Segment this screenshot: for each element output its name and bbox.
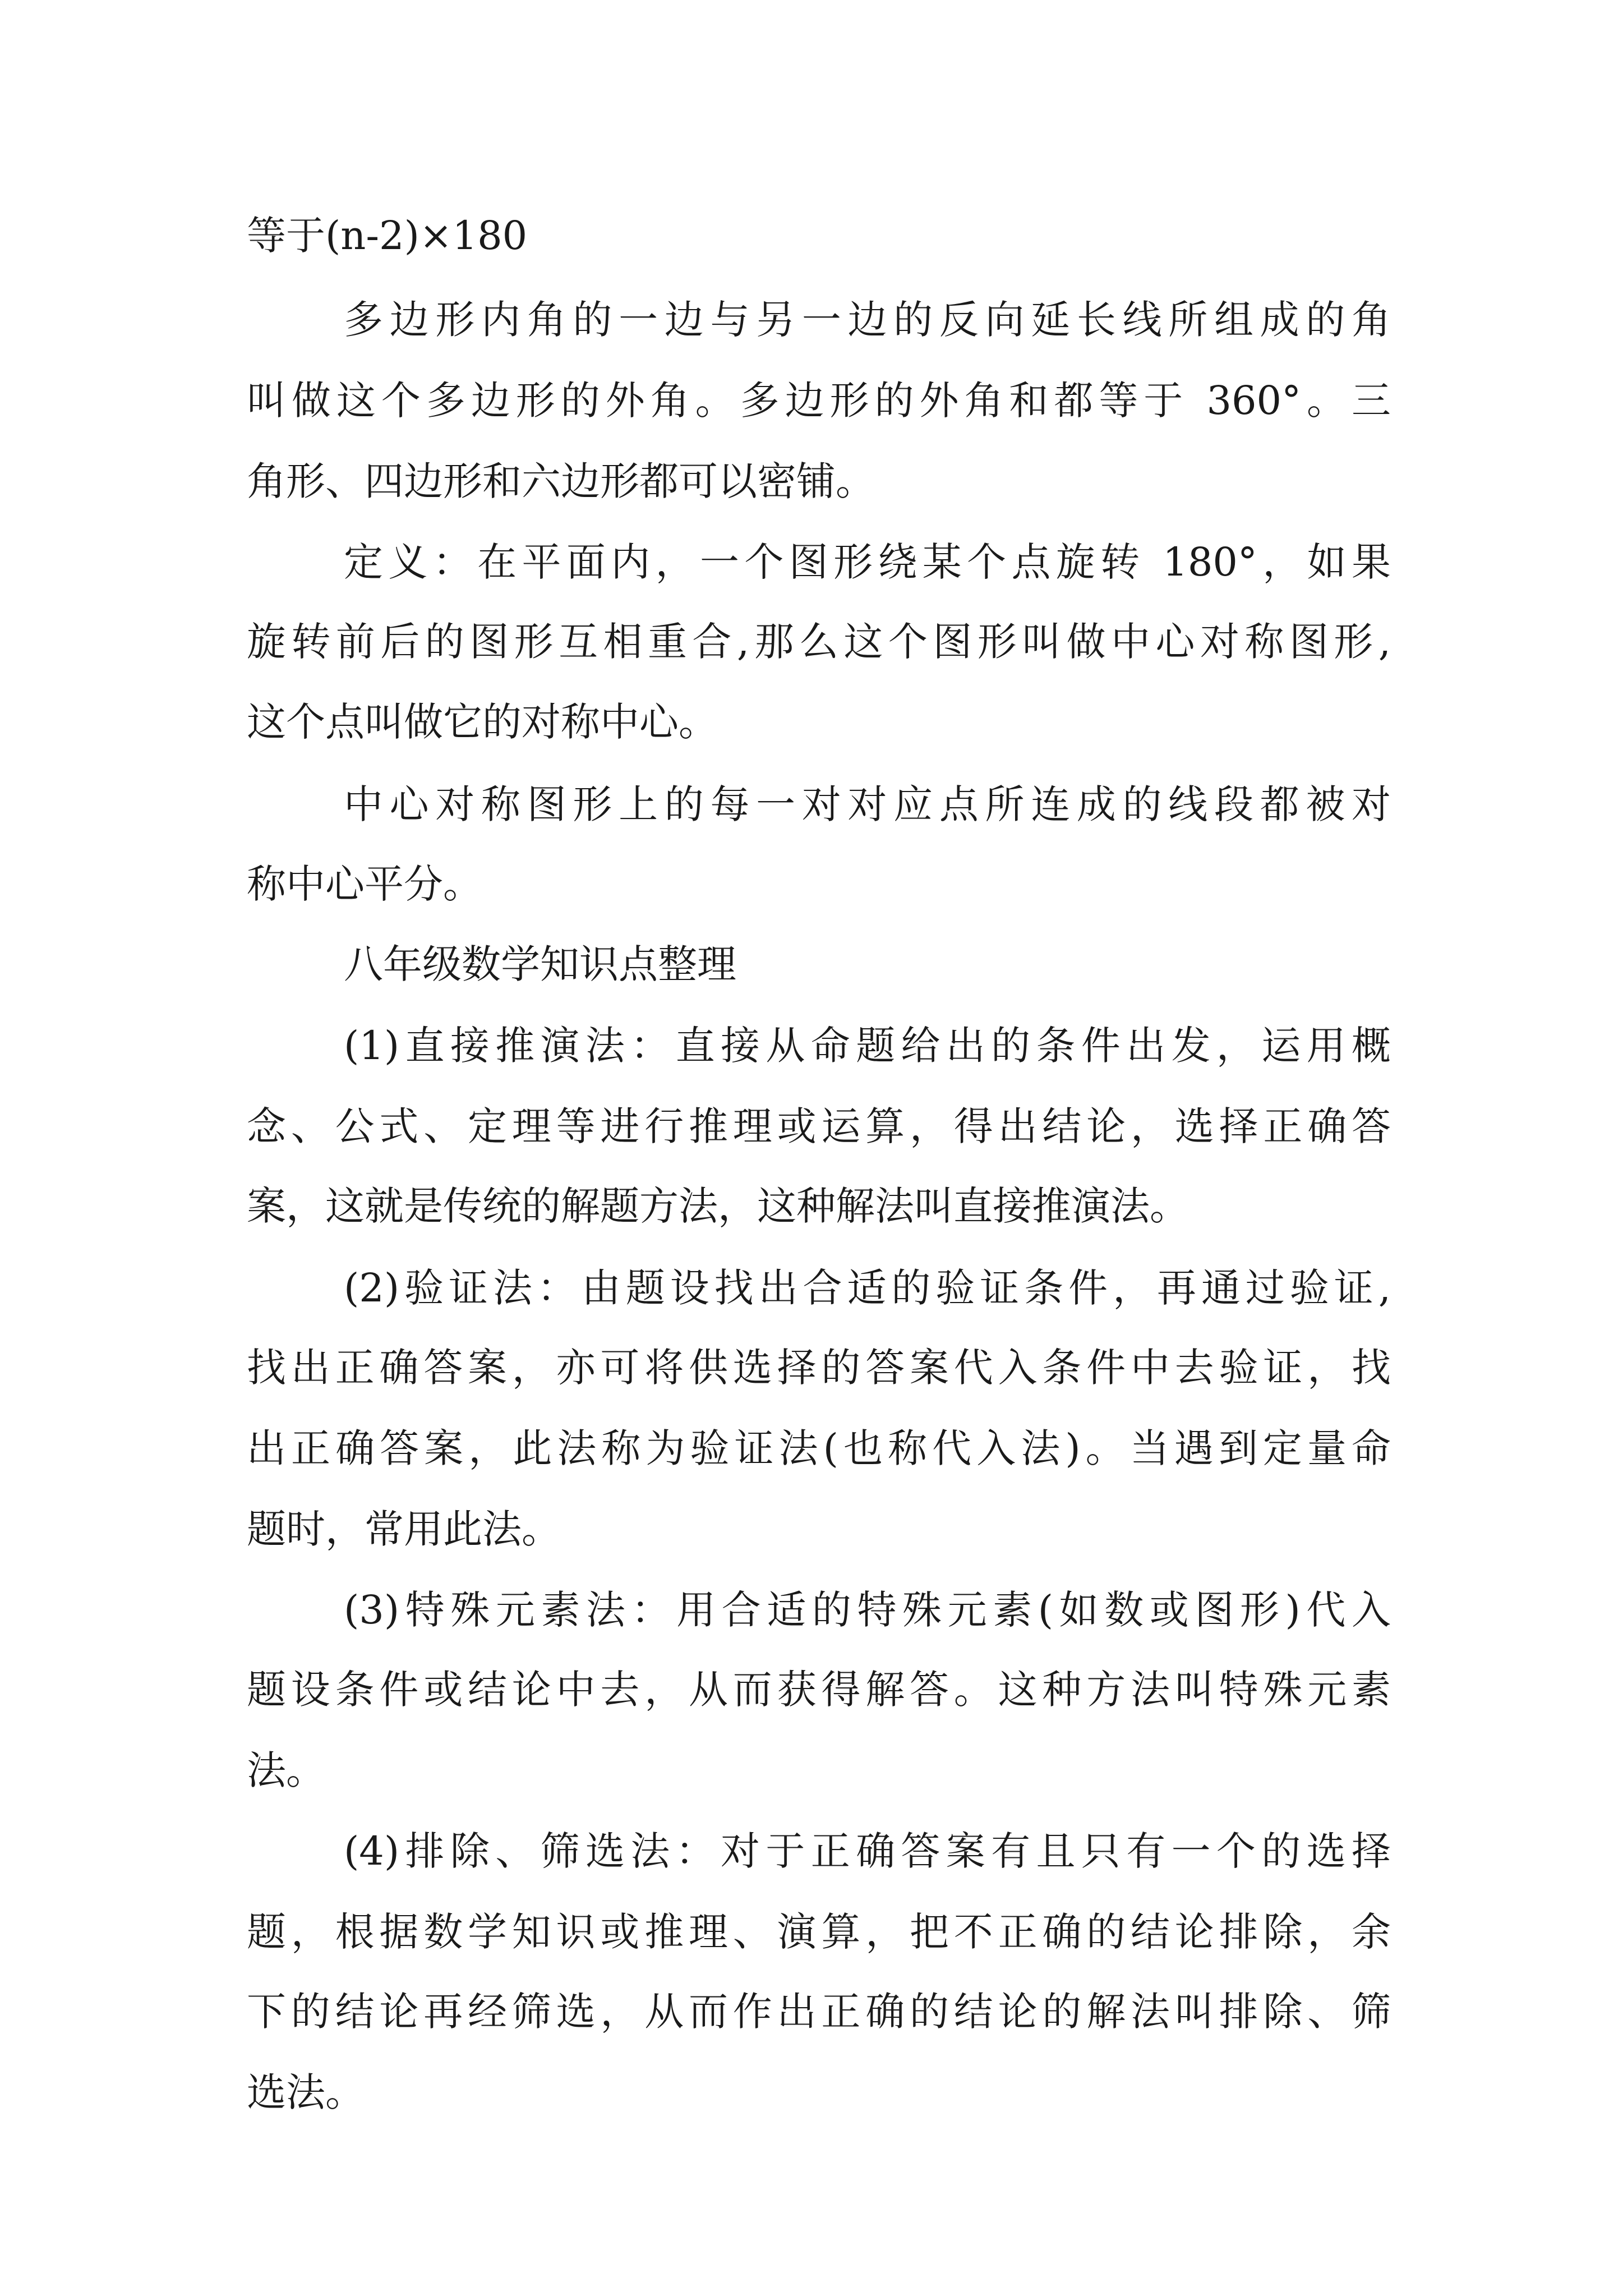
text-line: 法。 <box>247 1747 325 1793</box>
text-line: 下的结论再经筛选，从而作出正确的结论的解法叫排除、筛 <box>247 1989 1391 2035</box>
text-line: 称中心平分。 <box>247 861 482 907</box>
paragraph-first-line: (3)特殊元素法：用合适的特殊元素(如数或图形)代入 <box>344 1587 1391 1633</box>
paragraph-first-line: (4)排除、筛选法：对于正确答案有且只有一个的选择 <box>344 1828 1391 1874</box>
text-line: 找出正确答案，亦可将供选择的答案代入条件中去验证，找 <box>247 1345 1391 1391</box>
text-line: 案，这就是传统的解题方法，这种解法叫直接推演法。 <box>247 1183 1189 1229</box>
text-line: 叫做这个多边形的外角。多边形的外角和都等于 360°。三 <box>247 378 1391 424</box>
paragraph-first-line: 多边形内角的一边与另一边的反向延长线所组成的角 <box>344 297 1391 343</box>
section-heading: 八年级数学知识点整理 <box>344 941 736 987</box>
text-line: 出正确答案，此法称为验证法(也称代入法)。当遇到定量命 <box>247 1425 1391 1471</box>
text-line: 题设条件或结论中去，从而获得解答。这种方法叫特殊元素 <box>247 1667 1391 1713</box>
paragraph-first-line: 定义：在平面内，一个图形绕某个点旋转 180°，如果 <box>344 539 1391 585</box>
text-line: 选法。 <box>247 2069 365 2115</box>
text-line: 题时，常用此法。 <box>247 1506 561 1552</box>
text-line: 念、公式、定理等进行推理或运算，得出结论，选择正确答 <box>247 1103 1391 1149</box>
text-line: 题，根据数学知识或推理、演算，把不正确的结论排除，余 <box>247 1909 1391 1955</box>
paragraph-first-line: (2)验证法：由题设找出合适的验证条件，再通过验证, <box>344 1265 1391 1311</box>
text-line: 这个点叫做它的对称中心。 <box>247 699 718 745</box>
text-line: 等于(n-2)×180 <box>247 213 528 259</box>
paragraph-first-line: 中心对称图形上的每一对对应点所连成的线段都被对 <box>344 781 1391 827</box>
text-line: 角形、四边形和六边形都可以密铺。 <box>247 458 875 504</box>
text-line: 旋转前后的图形互相重合,那么这个图形叫做中心对称图形, <box>247 619 1391 665</box>
paragraph-first-line: (1)直接推演法：直接从命题给出的条件出发，运用概 <box>344 1023 1391 1069</box>
